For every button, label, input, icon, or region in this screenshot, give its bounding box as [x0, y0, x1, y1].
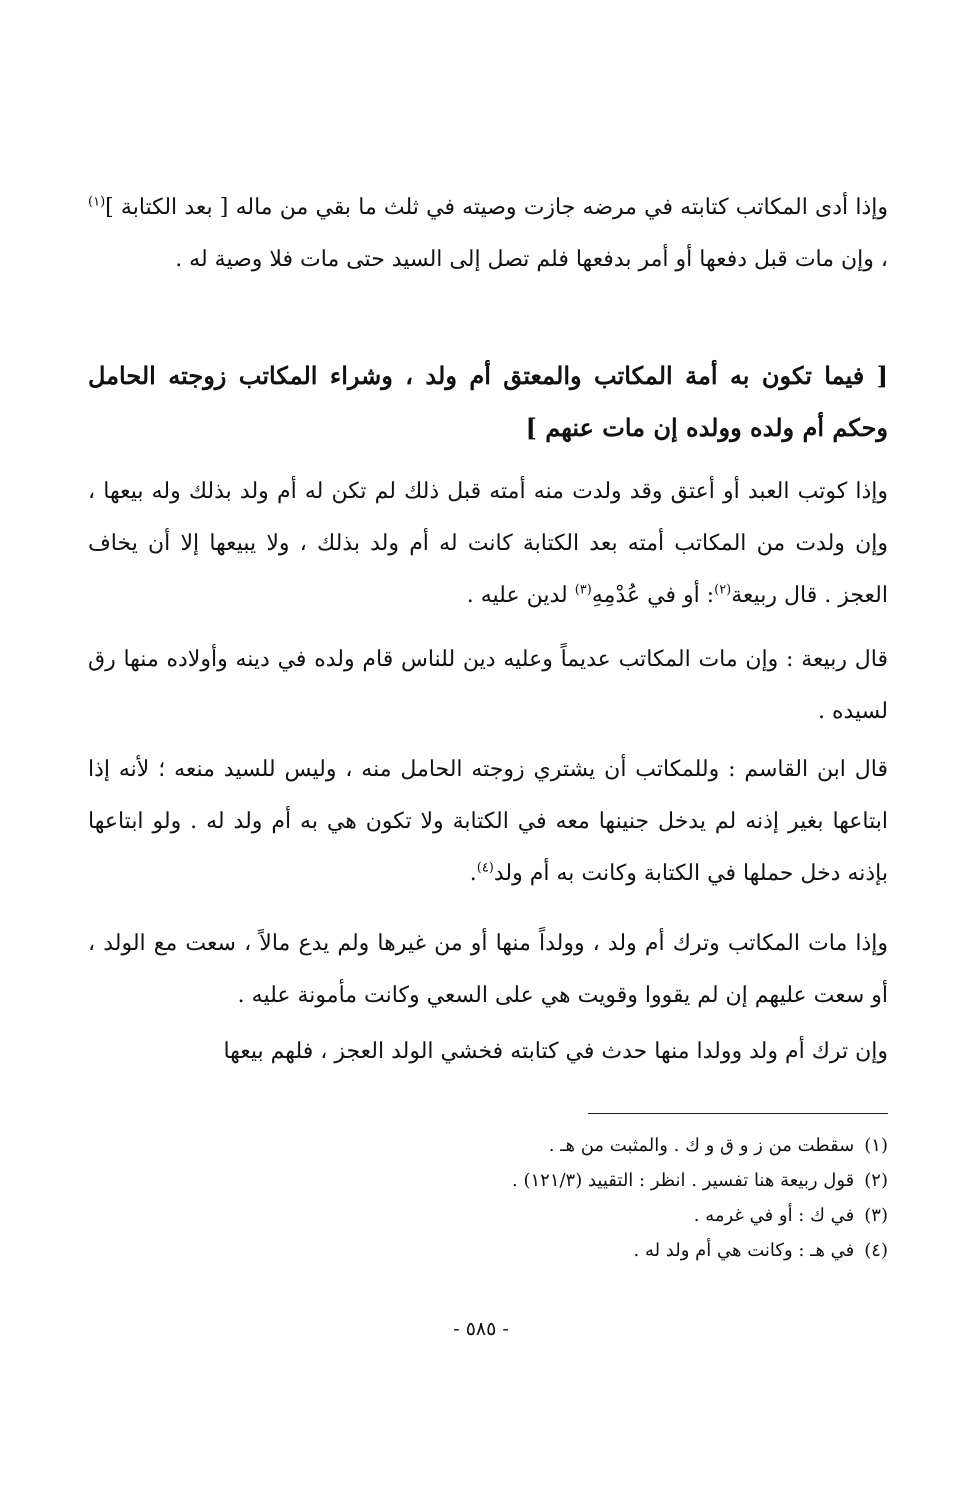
footnote-2-number: (٢): [864, 1170, 888, 1191]
paragraph-5-text: وإذا مات المكاتب وترك أم ولد ، وولداً منها أو من غيرها ولم يدع مالاً ، سعت مع الولد ، أو سعت عليهم إن لم يقووا وقويت هي على السعي وكانت مأمونة عليه .: [88, 931, 888, 1008]
footnote-1-text: سقطت من ز و ق و ك . والمثبت من هـ .: [548, 1135, 855, 1156]
footnote-3-number: (٣): [864, 1205, 888, 1226]
footnote-4: [300, 1233, 888, 1268]
paragraph-1-text: وإذا أدى المكاتب كتابته في مرضه جازت وصيته في ثلث ما بقي من ماله [ بعد الكتابة ]: [105, 195, 888, 220]
paragraph-6: [88, 1026, 888, 1078]
footnote-ref-4: (٤): [476, 860, 494, 876]
paragraph-2-mid: : أو في عُدْمِهِ: [591, 583, 715, 608]
section-heading-text: [ فيما تكون به أمة المكاتب والمعتق أم ولد ، وشراء المكاتب زوجته الحامل وحكم أم ولده وولده إن مات عنهم ]: [88, 361, 888, 442]
page-number: - ٥٨٥ -: [453, 1318, 509, 1340]
footnotes: [300, 1128, 888, 1268]
paragraph-1-text-after: ، وإن مات قبل دفعها أو أمر بدفعها فلم تصل إلى السيد حتى مات فلا وصية له .: [175, 247, 888, 272]
paragraph-4-text-after: .: [469, 861, 477, 886]
footnote-1-number: (١): [864, 1135, 888, 1156]
footnote-2: [300, 1163, 888, 1198]
footnote-ref-2: (٢): [714, 582, 732, 598]
paragraph-2-text: وإذا كوتب العبد أو أعتق وقد ولدت منه أمته قبل ذلك لم تكن له أم ولد بذلك وله بيعها ، وإن ولدت من المكاتب أمته بعد الكتابة كانت له أم ولد بذلك ، ولا يبيعها إلا أن يخاف العجز . قال ربيعة: [88, 479, 888, 608]
footnote-ref-1: (١): [88, 194, 106, 210]
paragraph-5: [88, 918, 888, 1022]
footnote-divider: [588, 1113, 888, 1114]
paragraph-1: [88, 182, 888, 286]
footnote-3-text: في ك : أو في غرمه .: [693, 1205, 855, 1226]
paragraph-3-text: قال ربيعة : وإن مات المكاتب عديماً وعليه دين للناس قام ولده في دينه وأولاده منها رق لسيده .: [88, 647, 888, 724]
footnote-ref-3: (٣): [574, 582, 592, 598]
footnote-4-number: (٤): [864, 1240, 888, 1261]
paragraph-2: [88, 466, 888, 622]
paragraph-6-text: وإن ترك أم ولد وولدا منها حدث في كتابته فخشي الولد العجز ، فلهم بيعها: [223, 1039, 888, 1064]
footnote-2-text: قول ربيعة هنا تفسير . انظر : التقييد (١٢١/٣) .: [512, 1170, 855, 1191]
footnote-3: [300, 1198, 888, 1233]
footnote-4-text: في هـ : وكانت هي أم ولد له .: [633, 1240, 855, 1261]
footnote-1: [300, 1128, 888, 1163]
paragraph-4-text: قال ابن القاسم : وللمكاتب أن يشتري زوجته الحامل منه ، وليس للسيد منعه ؛ لأنه إذا ابتاعها بغير إذنه لم يدخل جنينها معه في الكتابة ولا تكون هي به أم ولد له . ولو ابتاعها بإذنه دخل حملها في الكتابة وكانت به أم ولد: [88, 757, 888, 886]
paragraph-2-text-after: لدين عليه .: [466, 583, 568, 608]
section-heading: [88, 350, 888, 454]
paragraph-4: [88, 744, 888, 900]
paragraph-3: [88, 634, 888, 738]
